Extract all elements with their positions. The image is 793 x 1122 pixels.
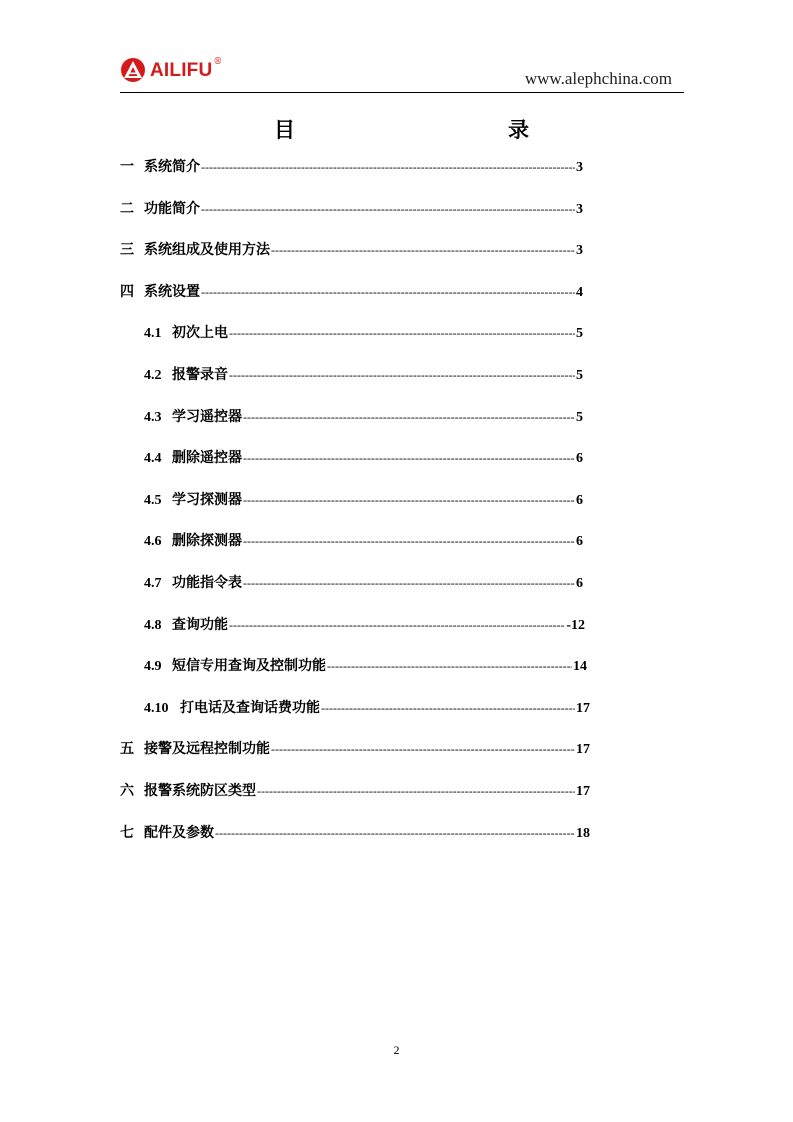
toc-dot-leader [321,699,575,717]
brand-logo [120,56,222,84]
toc-title-char-2: 录 [508,118,529,142]
toc-dot-leader [243,491,575,509]
toc-entry-page: 3 [576,160,583,175]
toc-entry-label: 删除遥控器 [172,450,242,466]
toc-dot-leader [257,782,575,800]
toc-entry-page: 5 [576,410,583,425]
toc-entry[interactable] [144,408,583,427]
toc-entry-number: 4.1 [144,326,162,341]
toc-entry-number: 4.7 [144,576,162,591]
toc-entry[interactable] [144,324,583,343]
toc-entry[interactable] [144,532,583,551]
toc-entry[interactable] [144,449,583,468]
toc-entry-page: 14 [573,659,587,674]
toc-entry-number: 六 [120,783,134,799]
toc-entry-label: 系统设置 [144,284,200,300]
toc-entry[interactable] [144,657,587,676]
toc-entry-label: 短信专用查询及控制功能 [172,658,326,674]
toc-dot-leader [201,158,575,176]
toc-entry-label: 报警系统防区类型 [144,783,256,799]
toc-entry-label: 系统简介 [144,159,200,175]
toc-dot-leader [243,574,575,592]
toc-entry-label: 查询功能 [172,617,228,633]
toc-entry-page: 5 [576,326,583,341]
toc-entry-number: 4.9 [144,659,162,674]
toc-entry-page: 3 [576,202,583,217]
toc-dot-leader [271,241,575,259]
toc-entry-page: 5 [576,368,583,383]
toc-dot-leader [271,740,575,758]
toc-entry-number: 一 [120,159,134,175]
toc-dot-leader [229,366,575,384]
toc-dot-leader [201,283,575,301]
toc-entry[interactable] [120,200,583,219]
toc-entry-number: 七 [120,825,134,841]
toc-entry-page: 18 [576,826,590,841]
toc-entry-page: 4 [576,285,583,300]
toc-entry-label: 学习遥控器 [172,409,242,425]
toc-entry-label: 功能简介 [144,201,200,217]
toc-dot-leader [243,532,575,550]
toc-entry-label: 接警及远程控制功能 [144,741,270,757]
toc-entry-number: 四 [120,284,134,300]
toc-entry-number: 4.5 [144,493,162,508]
toc-entry[interactable] [144,491,583,510]
toc-entry-label: 系统组成及使用方法 [144,242,270,258]
toc-dot-leader [327,657,572,675]
toc-entry-label: 打电话及查询话费功能 [180,700,320,716]
page-number: 2 [393,1043,400,1057]
toc-entry-number: 4.2 [144,368,162,383]
toc-dot-leader [229,324,575,342]
site-url: www.alephchina.com [524,69,672,88]
toc-title-char-1: 目 [274,118,295,142]
toc-entry-number: 4.3 [144,410,162,425]
toc-entry-page: 6 [576,451,583,466]
toc-entry-label: 功能指令表 [172,575,242,591]
toc-entry-label: 学习探测器 [172,492,242,508]
toc-entry[interactable] [120,782,590,801]
toc-entry-page: -12 [566,618,585,633]
toc-entry[interactable] [144,366,583,385]
toc-entry-page: 17 [576,742,590,757]
toc-dot-leader [243,408,575,426]
registered-mark: ® [213,57,223,67]
toc-entry-page: 6 [576,534,583,549]
toc-entry-label: 配件及参数 [144,825,214,841]
toc-entry-number: 4.4 [144,451,162,466]
toc-dot-leader [243,449,575,467]
toc-entry[interactable] [120,824,590,843]
toc-entry-number: 4.6 [144,534,162,549]
toc-title [0,114,793,144]
toc-entry-page: 17 [576,701,590,716]
toc-entry-label: 删除探测器 [172,533,242,549]
toc-dot-leader [229,616,565,634]
toc-dot-leader [201,200,575,218]
brand-name: AILIFU [150,59,213,81]
toc-entry[interactable] [144,616,585,635]
toc-entry[interactable] [120,740,590,759]
toc-entry-page: 6 [576,576,583,591]
toc-entry-number: 4.10 [144,701,169,716]
toc-entry[interactable] [120,241,583,260]
toc-entry-label: 报警录音 [172,367,228,383]
toc-entry[interactable] [144,699,590,718]
toc-dot-leader [215,824,575,842]
page-header [120,54,684,93]
toc-entry[interactable] [120,283,583,302]
toc-entry[interactable] [120,158,583,177]
triangle-a-logo-icon [120,57,146,83]
toc-entry-number: 二 [120,201,134,217]
toc-entry-number: 五 [120,741,134,757]
toc-entry-number: 三 [120,242,134,258]
toc-entry-page: 17 [576,784,590,799]
toc-entry-page: 6 [576,493,583,508]
toc-entry-label: 初次上电 [172,325,228,341]
toc-entry-page: 3 [576,243,583,258]
toc-entry-number: 4.8 [144,618,162,633]
toc-entry[interactable] [144,574,583,593]
